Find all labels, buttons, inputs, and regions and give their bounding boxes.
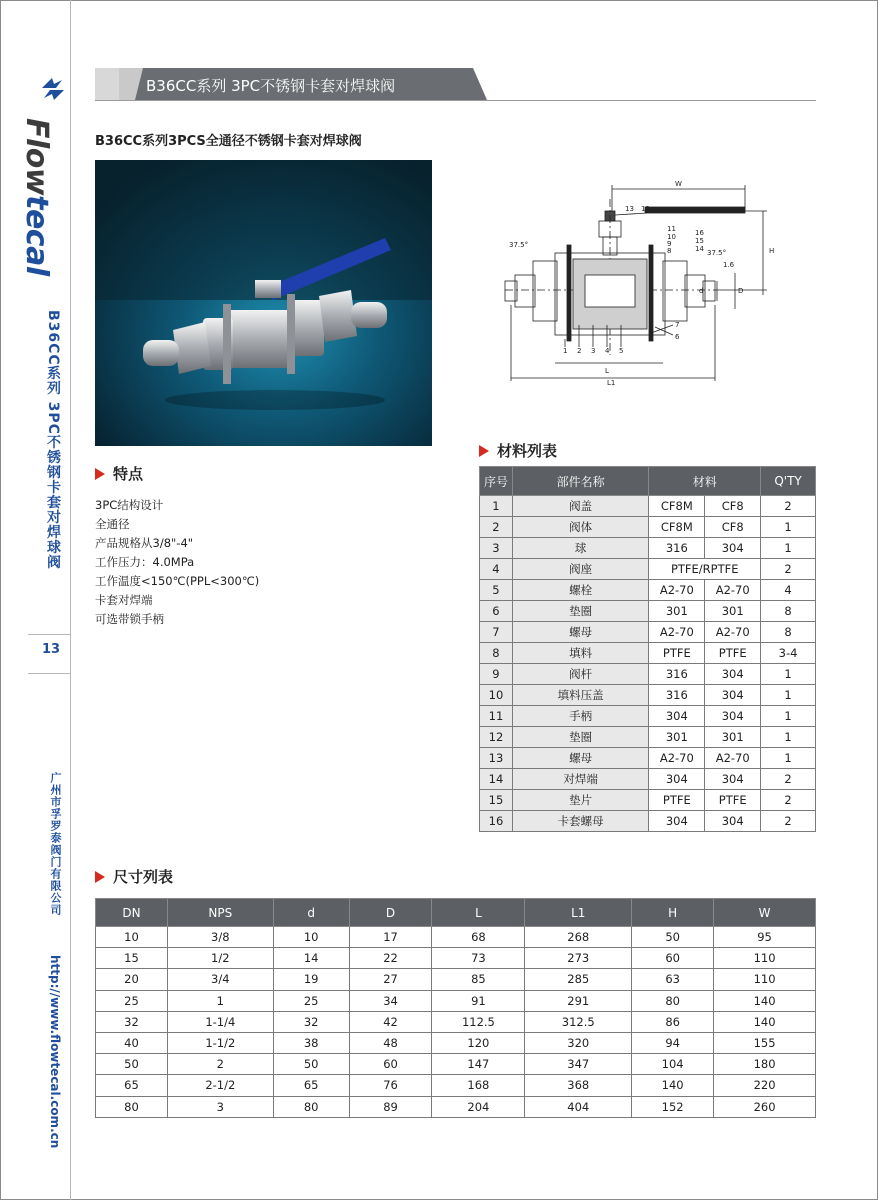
part-no-16: 16 bbox=[695, 229, 704, 237]
col-header: L1 bbox=[525, 899, 632, 927]
materials-table bbox=[479, 466, 816, 832]
table-cell: 120 bbox=[432, 1032, 525, 1053]
side-url: http://www.flowtecal.com.cn bbox=[48, 955, 62, 1149]
table-row bbox=[96, 1011, 816, 1032]
feature-item: 工作温度<150℃(PPL<300℃) bbox=[95, 574, 260, 588]
table-cell: 22 bbox=[349, 948, 432, 969]
section-arrow-icon bbox=[479, 445, 489, 457]
cell-material-1: 301 bbox=[649, 727, 705, 748]
cell-material-1: 316 bbox=[649, 685, 705, 706]
cell-material-1: 316 bbox=[649, 538, 705, 559]
cell-material-2: A2-70 bbox=[705, 748, 761, 769]
table-cell: 25 bbox=[96, 990, 168, 1011]
cell-part-name: 填料 bbox=[512, 643, 648, 664]
table-cell: 27 bbox=[349, 969, 432, 990]
part-no-14: 14 bbox=[695, 245, 704, 253]
cell-material-1: 304 bbox=[649, 706, 705, 727]
table-cell: 104 bbox=[632, 1054, 714, 1075]
features-title: 特点 bbox=[113, 465, 144, 483]
table-row bbox=[480, 769, 816, 790]
table-cell: 140 bbox=[714, 990, 816, 1011]
table-cell: 85 bbox=[432, 969, 525, 990]
table-row bbox=[480, 622, 816, 643]
table-cell: 273 bbox=[525, 948, 632, 969]
dim-w-label: W bbox=[675, 180, 682, 188]
table-cell: 50 bbox=[632, 927, 714, 948]
table-cell: 180 bbox=[714, 1054, 816, 1075]
cell-part-name: 阀座 bbox=[512, 559, 648, 580]
cell-material-2: 301 bbox=[705, 727, 761, 748]
cell-no: 14 bbox=[480, 769, 513, 790]
brand-logo bbox=[19, 118, 54, 276]
cell-material-1: 304 bbox=[649, 769, 705, 790]
cell-qty: 4 bbox=[761, 580, 816, 601]
table-cell: 38 bbox=[273, 1032, 349, 1053]
table-row bbox=[480, 811, 816, 832]
side-series-title: B36CC系列 3PC不锈钢卡套对焊球阀 bbox=[45, 310, 61, 570]
cell-qty: 2 bbox=[761, 769, 816, 790]
feature-item: 工作压力：4.0MPa bbox=[95, 555, 195, 569]
part-no-1: 1 bbox=[563, 347, 568, 355]
part-no-8: 8 bbox=[667, 247, 672, 255]
table-cell: 63 bbox=[632, 969, 714, 990]
table-cell: 3/4 bbox=[167, 969, 273, 990]
cell-material-2: A2-70 bbox=[705, 580, 761, 601]
cell-material-2: 304 bbox=[705, 811, 761, 832]
cell-no: 16 bbox=[480, 811, 513, 832]
part-no-10: 10 bbox=[667, 233, 676, 241]
angle-right-label: 37.5° bbox=[707, 249, 727, 257]
cell-part-name: 阀杆 bbox=[512, 664, 648, 685]
logo-icon bbox=[38, 74, 68, 104]
cell-qty: 2 bbox=[761, 811, 816, 832]
table-cell: 2-1/2 bbox=[167, 1075, 273, 1096]
cell-material-2: CF8 bbox=[705, 517, 761, 538]
table-cell: 1-1/4 bbox=[167, 1011, 273, 1032]
table-cell: 65 bbox=[273, 1075, 349, 1096]
table-cell: 80 bbox=[96, 1096, 168, 1117]
feature-item: 3PC结构设计 bbox=[95, 498, 164, 512]
cell-no: 3 bbox=[480, 538, 513, 559]
dim-d-small-label: d bbox=[699, 287, 704, 295]
cell-material-2: 304 bbox=[705, 769, 761, 790]
cell-part-name: 垫圈 bbox=[512, 601, 648, 622]
table-cell: 320 bbox=[525, 1032, 632, 1053]
table-cell: 50 bbox=[273, 1054, 349, 1075]
dimensions-header bbox=[95, 866, 173, 887]
cell-qty: 2 bbox=[761, 559, 816, 580]
cell-material-1: CF8M bbox=[649, 496, 705, 517]
part-no-6: 6 bbox=[675, 333, 680, 341]
table-row bbox=[480, 559, 816, 580]
cell-material-1: 304 bbox=[649, 811, 705, 832]
table-cell: 60 bbox=[632, 948, 714, 969]
cell-material-1: CF8M bbox=[649, 517, 705, 538]
table-cell: 268 bbox=[525, 927, 632, 948]
table-cell: 48 bbox=[349, 1032, 432, 1053]
cell-part-name: 对焊端 bbox=[512, 769, 648, 790]
part-no-5: 5 bbox=[619, 347, 624, 355]
table-cell: 14 bbox=[273, 948, 349, 969]
table-cell: 80 bbox=[273, 1096, 349, 1117]
cell-material-1: A2-70 bbox=[649, 622, 705, 643]
table-row bbox=[480, 685, 816, 706]
cell-material-2: 304 bbox=[705, 664, 761, 685]
cell-material-2: 304 bbox=[705, 685, 761, 706]
table-cell: 285 bbox=[525, 969, 632, 990]
table-cell: 76 bbox=[349, 1075, 432, 1096]
table-cell: 19 bbox=[273, 969, 349, 990]
col-header-qty: Q'TY bbox=[761, 467, 816, 496]
table-cell: 15 bbox=[96, 948, 168, 969]
cell-qty: 1 bbox=[761, 706, 816, 727]
cell-qty: 3-4 bbox=[761, 643, 816, 664]
cell-no: 4 bbox=[480, 559, 513, 580]
table-cell: 60 bbox=[349, 1054, 432, 1075]
cell-material-1: PTFE bbox=[649, 790, 705, 811]
table-cell: 347 bbox=[525, 1054, 632, 1075]
col-header: DN bbox=[96, 899, 168, 927]
part-no-12: 12 bbox=[641, 205, 650, 213]
cell-part-name: 球 bbox=[512, 538, 648, 559]
table-cell: 260 bbox=[714, 1096, 816, 1117]
materials-header bbox=[479, 440, 557, 461]
part-no-2: 2 bbox=[577, 347, 582, 355]
table-cell: 110 bbox=[714, 969, 816, 990]
cell-qty: 2 bbox=[761, 790, 816, 811]
cell-part-name: 手柄 bbox=[512, 706, 648, 727]
table-cell: 95 bbox=[714, 927, 816, 948]
table-row bbox=[480, 727, 816, 748]
table-row bbox=[480, 538, 816, 559]
cell-no: 6 bbox=[480, 601, 513, 622]
table-row bbox=[480, 496, 816, 517]
table-cell: 2 bbox=[167, 1054, 273, 1075]
table-cell: 220 bbox=[714, 1075, 816, 1096]
part-no-7: 7 bbox=[675, 321, 680, 329]
cell-qty: 1 bbox=[761, 748, 816, 769]
dimensions-table bbox=[95, 898, 816, 1118]
cell-material-1: A2-70 bbox=[649, 748, 705, 769]
table-row bbox=[96, 969, 816, 990]
table-row bbox=[480, 664, 816, 685]
table-row bbox=[480, 580, 816, 601]
table-row bbox=[480, 790, 816, 811]
cell-material: PTFE/RPTFE bbox=[649, 559, 761, 580]
cell-material-2: 304 bbox=[705, 538, 761, 559]
table-cell: 42 bbox=[349, 1011, 432, 1032]
table-row bbox=[96, 1096, 816, 1117]
table-row bbox=[480, 601, 816, 622]
table-cell: 80 bbox=[632, 990, 714, 1011]
table-row bbox=[96, 927, 816, 948]
table-row bbox=[96, 1075, 816, 1096]
table-cell: 50 bbox=[96, 1054, 168, 1075]
table-cell: 404 bbox=[525, 1096, 632, 1117]
table-cell: 1 bbox=[167, 990, 273, 1011]
table-cell: 65 bbox=[96, 1075, 168, 1096]
cell-part-name: 螺栓 bbox=[512, 580, 648, 601]
col-header: d bbox=[273, 899, 349, 927]
cell-part-name: 垫圈 bbox=[512, 727, 648, 748]
cell-qty: 8 bbox=[761, 601, 816, 622]
cell-material-1: 301 bbox=[649, 601, 705, 622]
part-no-11: 11 bbox=[667, 225, 676, 233]
logo-word-tecal: tecal bbox=[19, 195, 54, 276]
feature-item: 可选带锁手柄 bbox=[95, 612, 164, 626]
dim-l-label: L bbox=[605, 367, 609, 375]
materials-title: 材料列表 bbox=[497, 442, 558, 460]
features-list bbox=[95, 496, 259, 629]
cell-material-2: 301 bbox=[705, 601, 761, 622]
table-cell: 89 bbox=[349, 1096, 432, 1117]
table-cell: 10 bbox=[273, 927, 349, 948]
table-cell: 112.5 bbox=[432, 1011, 525, 1032]
table-cell: 368 bbox=[525, 1075, 632, 1096]
dimensions-title: 尺寸列表 bbox=[113, 868, 174, 886]
table-row bbox=[96, 948, 816, 969]
table-cell: 155 bbox=[714, 1032, 816, 1053]
cell-part-name: 垫片 bbox=[512, 790, 648, 811]
product-photo bbox=[95, 160, 432, 446]
dim-h-label: H bbox=[769, 247, 775, 255]
feature-item: 全通径 bbox=[95, 517, 130, 531]
cell-part-name: 螺母 bbox=[512, 748, 648, 769]
col-header: D bbox=[349, 899, 432, 927]
part-no-9: 9 bbox=[667, 240, 672, 248]
col-header: H bbox=[632, 899, 714, 927]
table-cell: 73 bbox=[432, 948, 525, 969]
table-cell: 1-1/2 bbox=[167, 1032, 273, 1053]
cell-qty: 1 bbox=[761, 727, 816, 748]
page-number: 13 bbox=[42, 642, 61, 657]
section-arrow-icon bbox=[95, 871, 105, 883]
table-cell: 86 bbox=[632, 1011, 714, 1032]
cell-no: 15 bbox=[480, 790, 513, 811]
cell-no: 12 bbox=[480, 727, 513, 748]
table-row bbox=[480, 517, 816, 538]
cell-material-2: A2-70 bbox=[705, 622, 761, 643]
cell-qty: 2 bbox=[761, 496, 816, 517]
banner-title: B36CC系列 3PC不锈钢卡套对焊球阀 bbox=[146, 77, 396, 95]
table-row bbox=[96, 1032, 816, 1053]
table-cell: 10 bbox=[96, 927, 168, 948]
table-row bbox=[96, 990, 816, 1011]
cell-no: 7 bbox=[480, 622, 513, 643]
part-no-13: 13 bbox=[625, 205, 634, 213]
part-no-15: 15 bbox=[695, 237, 704, 245]
table-cell: 168 bbox=[432, 1075, 525, 1096]
cell-no: 9 bbox=[480, 664, 513, 685]
features-header bbox=[95, 463, 143, 484]
table-cell: 140 bbox=[714, 1011, 816, 1032]
col-header: L bbox=[432, 899, 525, 927]
cell-material-2: PTFE bbox=[705, 643, 761, 664]
col-header-part: 部件名称 bbox=[512, 467, 648, 496]
table-cell: 110 bbox=[714, 948, 816, 969]
col-header: W bbox=[714, 899, 816, 927]
cell-part-name: 螺母 bbox=[512, 622, 648, 643]
table-cell: 94 bbox=[632, 1032, 714, 1053]
cell-material-2: CF8 bbox=[705, 496, 761, 517]
table-cell: 312.5 bbox=[525, 1011, 632, 1032]
product-subtitle: B36CC系列3PCS全通径不锈钢卡套对焊球阀 bbox=[95, 134, 362, 149]
cell-qty: 1 bbox=[761, 538, 816, 559]
table-cell: 204 bbox=[432, 1096, 525, 1117]
logo-word-flow: Flow bbox=[19, 118, 54, 196]
table-header-row bbox=[96, 899, 816, 927]
angle-left-label: 37.5° bbox=[509, 241, 529, 249]
cell-no: 10 bbox=[480, 685, 513, 706]
table-cell: 291 bbox=[525, 990, 632, 1011]
cell-qty: 1 bbox=[761, 685, 816, 706]
table-cell: 32 bbox=[96, 1011, 168, 1032]
col-header: NPS bbox=[167, 899, 273, 927]
table-cell: 20 bbox=[96, 969, 168, 990]
cell-part-name: 阀盖 bbox=[512, 496, 648, 517]
table-row bbox=[480, 748, 816, 769]
table-cell: 40 bbox=[96, 1032, 168, 1053]
table-cell: 17 bbox=[349, 927, 432, 948]
dim-l1-label: L1 bbox=[607, 379, 616, 385]
table-cell: 140 bbox=[632, 1075, 714, 1096]
cell-part-name: 阀体 bbox=[512, 517, 648, 538]
cell-material-1: PTFE bbox=[649, 643, 705, 664]
part-no-4: 4 bbox=[605, 347, 610, 355]
table-header-row bbox=[480, 467, 816, 496]
cell-no: 1 bbox=[480, 496, 513, 517]
table-cell: 25 bbox=[273, 990, 349, 1011]
col-header-material: 材料 bbox=[649, 467, 761, 496]
cell-material-2: 304 bbox=[705, 706, 761, 727]
table-cell: 34 bbox=[349, 990, 432, 1011]
cell-material-2: PTFE bbox=[705, 790, 761, 811]
cell-no: 5 bbox=[480, 580, 513, 601]
col-header-no: 序号 bbox=[480, 467, 513, 496]
cell-qty: 1 bbox=[761, 517, 816, 538]
table-cell: 3/8 bbox=[167, 927, 273, 948]
dim-16-label: 1.6 bbox=[723, 261, 735, 269]
cell-material-1: 316 bbox=[649, 664, 705, 685]
cell-no: 2 bbox=[480, 517, 513, 538]
feature-item: 卡套对焊端 bbox=[95, 593, 153, 607]
table-cell: 32 bbox=[273, 1011, 349, 1032]
part-no-3: 3 bbox=[591, 347, 596, 355]
cell-no: 8 bbox=[480, 643, 513, 664]
table-cell: 1/2 bbox=[167, 948, 273, 969]
cell-part-name: 填料压盖 bbox=[512, 685, 648, 706]
table-cell: 91 bbox=[432, 990, 525, 1011]
technical-drawing bbox=[495, 175, 795, 385]
cell-material-1: A2-70 bbox=[649, 580, 705, 601]
table-cell: 68 bbox=[432, 927, 525, 948]
cell-no: 13 bbox=[480, 748, 513, 769]
feature-item: 产品规格从3/8"-4" bbox=[95, 536, 194, 550]
cell-qty: 8 bbox=[761, 622, 816, 643]
cell-qty: 1 bbox=[761, 664, 816, 685]
side-company-name: 广州市孚罗泰阀门有限公司 bbox=[49, 772, 62, 916]
table-cell: 152 bbox=[632, 1096, 714, 1117]
table-cell: 3 bbox=[167, 1096, 273, 1117]
cell-part-name: 卡套螺母 bbox=[512, 811, 648, 832]
dim-d-large-label: D bbox=[738, 287, 744, 295]
section-arrow-icon bbox=[95, 468, 105, 480]
sidebar-divider bbox=[70, 0, 71, 1200]
table-cell: 147 bbox=[432, 1054, 525, 1075]
cell-no: 11 bbox=[480, 706, 513, 727]
table-row bbox=[480, 706, 816, 727]
table-row bbox=[480, 643, 816, 664]
table-row bbox=[96, 1054, 816, 1075]
banner-rule bbox=[95, 100, 816, 101]
